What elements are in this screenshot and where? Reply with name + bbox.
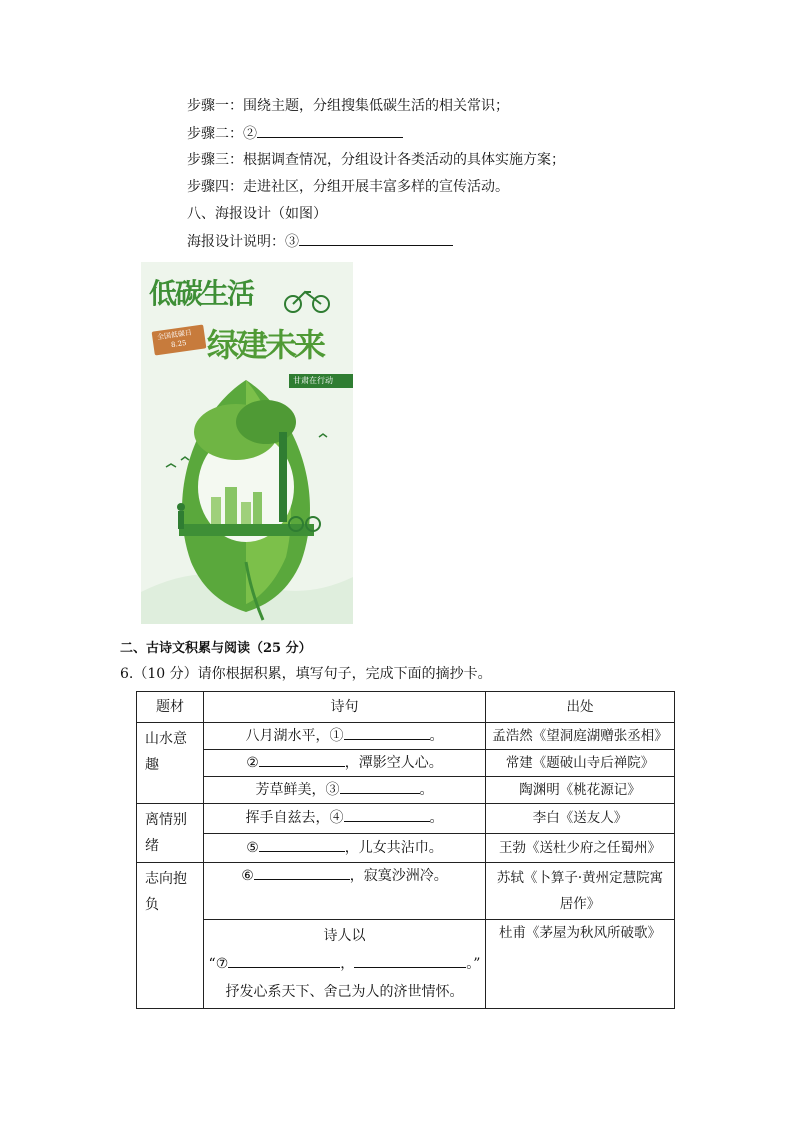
poem-text: ，寂寞沙洲冷。 — [349, 868, 448, 884]
poem-text: 。” — [466, 956, 481, 972]
header-source: 出处 — [486, 692, 675, 723]
source-cell: 苏轼《卜算子·黄州定慧院寓居作》 — [486, 863, 675, 920]
table-row — [137, 863, 675, 920]
answer-blank-3[interactable] — [340, 778, 420, 794]
answer-blank-4[interactable] — [344, 806, 430, 822]
source-cell: 常建《题破山寺后禅院》 — [486, 750, 675, 777]
poem-text: 挥手自兹去，④ — [245, 810, 344, 827]
excerpt-card-table — [136, 691, 675, 1009]
section-eight-title: 八、海报设计（如图） — [187, 206, 327, 222]
table-header-row — [137, 692, 675, 723]
poem-cell — [204, 777, 486, 804]
poem-cell — [204, 723, 486, 750]
answer-blank-7a[interactable] — [228, 952, 340, 968]
low-carbon-poster — [141, 262, 353, 624]
poem-text: 芳草鲜美，③ — [255, 782, 340, 798]
source-cell: 孟浩然《望洞庭湖赠张丞相》 — [486, 723, 675, 750]
question-6-prompt: 6.（10 分）请你根据积累，填写句子，完成下面的摘抄卡。 — [120, 666, 492, 682]
poem-cell — [204, 804, 486, 834]
poem-cell-7 — [204, 920, 486, 1009]
poem-cell — [204, 750, 486, 777]
answer-blank-1[interactable] — [344, 724, 430, 740]
poem-text: ，潭影空人心。 — [344, 755, 443, 771]
source-cell: 陶渊明《桃花源记》 — [486, 777, 675, 804]
poster-tag: 甘肃在行动 — [293, 376, 333, 385]
poem-text: ， — [340, 956, 355, 972]
table-row — [137, 804, 675, 834]
topic-landscape: 山水意趣 — [137, 723, 204, 804]
poem-text: ⑤ — [246, 839, 259, 856]
topic-ambition: 志向抱负 — [137, 863, 204, 1009]
section-two-title: 二、古诗文积累与阅读（25 分） — [120, 641, 312, 656]
header-topic: 题材 — [137, 692, 204, 723]
poem-7-line2 — [208, 950, 481, 978]
answer-blank-2[interactable] — [257, 122, 403, 138]
poster-title-line2: 绿建未来 — [207, 326, 324, 364]
poster-title-line1: 低碳生活 — [149, 277, 254, 310]
step-2 — [187, 122, 403, 144]
table-row — [137, 723, 675, 750]
table-row — [137, 920, 675, 1009]
step-2-text: 步骤二：② — [187, 126, 257, 142]
poem-text: ② — [246, 755, 259, 771]
source-cell: 杜甫《茅屋为秋风所破歌》 — [486, 920, 675, 1009]
poem-text: 。 — [429, 728, 444, 744]
answer-blank-5[interactable] — [259, 836, 345, 852]
answer-blank-6[interactable] — [254, 864, 350, 880]
poem-7-line1: 诗人以 — [323, 928, 366, 944]
poem-text: “⑦ — [208, 956, 229, 972]
poster-description — [187, 230, 453, 252]
header-poem: 诗句 — [204, 692, 486, 723]
answer-blank-7b[interactable] — [354, 952, 466, 968]
poem-text: 八月湖水平，① — [245, 728, 344, 744]
source-cell: 王勃《送杜少府之任蜀州》 — [486, 833, 675, 863]
poem-text: ，儿女共沾巾。 — [344, 839, 443, 856]
poem-7-line3: 抒发心系天下、舍己为人的济世情怀。 — [225, 984, 464, 1000]
poster-badge-line1: 全国低碳日 — [156, 328, 193, 342]
step-1: 步骤一：围绕主题，分组搜集低碳生活的相关常识； — [187, 98, 509, 114]
poem-text: 。 — [429, 810, 444, 827]
table-row — [137, 750, 675, 777]
poem-text: ⑥ — [241, 868, 254, 884]
table-row — [137, 777, 675, 804]
topic-farewell: 离情别绪 — [137, 804, 204, 863]
poem-text: 。 — [419, 782, 434, 798]
poem-cell — [204, 833, 486, 863]
table-row — [137, 833, 675, 863]
step-3: 步骤三：根据调查情况，分组设计各类活动的具体实施方案； — [187, 152, 565, 168]
source-cell: 李白《送友人》 — [486, 804, 675, 834]
poem-cell — [204, 863, 486, 920]
poster-description-text: 海报设计说明：③ — [187, 234, 299, 250]
poster-badge-line2: 8.25 — [170, 338, 188, 350]
answer-blank-2[interactable] — [259, 751, 345, 767]
answer-blank-3[interactable] — [299, 230, 453, 246]
poster-illustration — [141, 262, 353, 624]
step-4: 步骤四：走进社区，分组开展丰富多样的宣传活动。 — [187, 179, 509, 195]
